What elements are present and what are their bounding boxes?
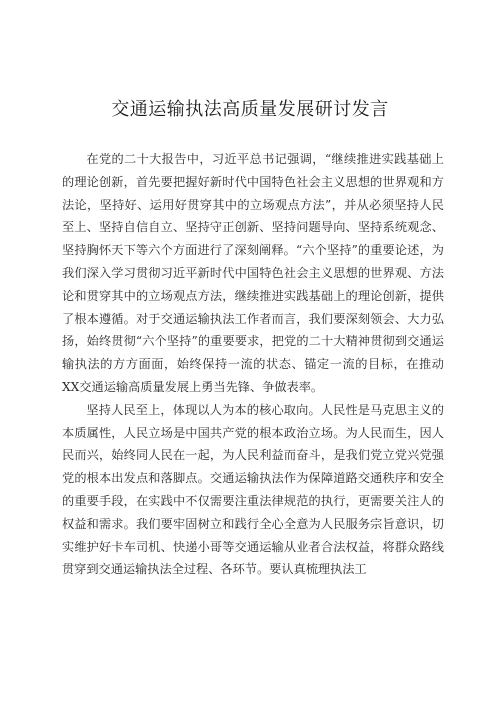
paragraph-2: 坚持人民至上，体现以人为本的核心取向。人民性是马克思主义的本质属性，人民立场是中国共产党的根本政治立场。为人民而生，因人民而兴，始终同人民在一起，为人民利益而奋斗，是我们党立党兴党强党的根本出发点和落脚点。交通运输执法作为保障道路交通秩序和安全的重要手段，在实践中不仅需要注重法律规范的执行，更需要关注人的权益和需求。我们要牢固树立和践行全心全意为人民服务宗旨意识，切实维护好卡车司机、快递小哥等交通运输从业者合法权益，将群众路线贯穿到交通运输执法全过程、各环节。要认真梳理执法工 (62, 402, 444, 577)
paragraph-1: 在党的二十大报告中，习近平总书记强调，“继续推进实践基础上的理论创新，首先要把握好新时代中国特色社会主义思想的世界观和方法论，坚持好、运用好贯穿其中的立场观点方法”，并从必须坚持人民至上、坚持自信自立、坚持守正创新、坚持问题导向、坚持系统观念、坚持胸怀天下等六个方面进行了深刻阐释。“六个坚持”的重要论述，为我们深入学习贯彻习近平新时代中国特色社会主义思想的世界观、方法论和贯穿其中的立场观点方法，继续推进实践基础上的理论创新，提供了根本遵循。对于交通运输执法工作者而言，我们要深刻领会、大力弘扬，始终贯彻“六个坚持”的重要要求，把党的二十大精神贯彻到交通运输执法的方方面面，始终保持一流的状态、锚定一流的目标，在推动XX交通运输高质量发展上勇当先锋、争做表率。 (62, 152, 444, 394)
document-title: 交通运输执法高质量发展研讨发言 (111, 99, 389, 120)
document-body (62, 148, 444, 581)
